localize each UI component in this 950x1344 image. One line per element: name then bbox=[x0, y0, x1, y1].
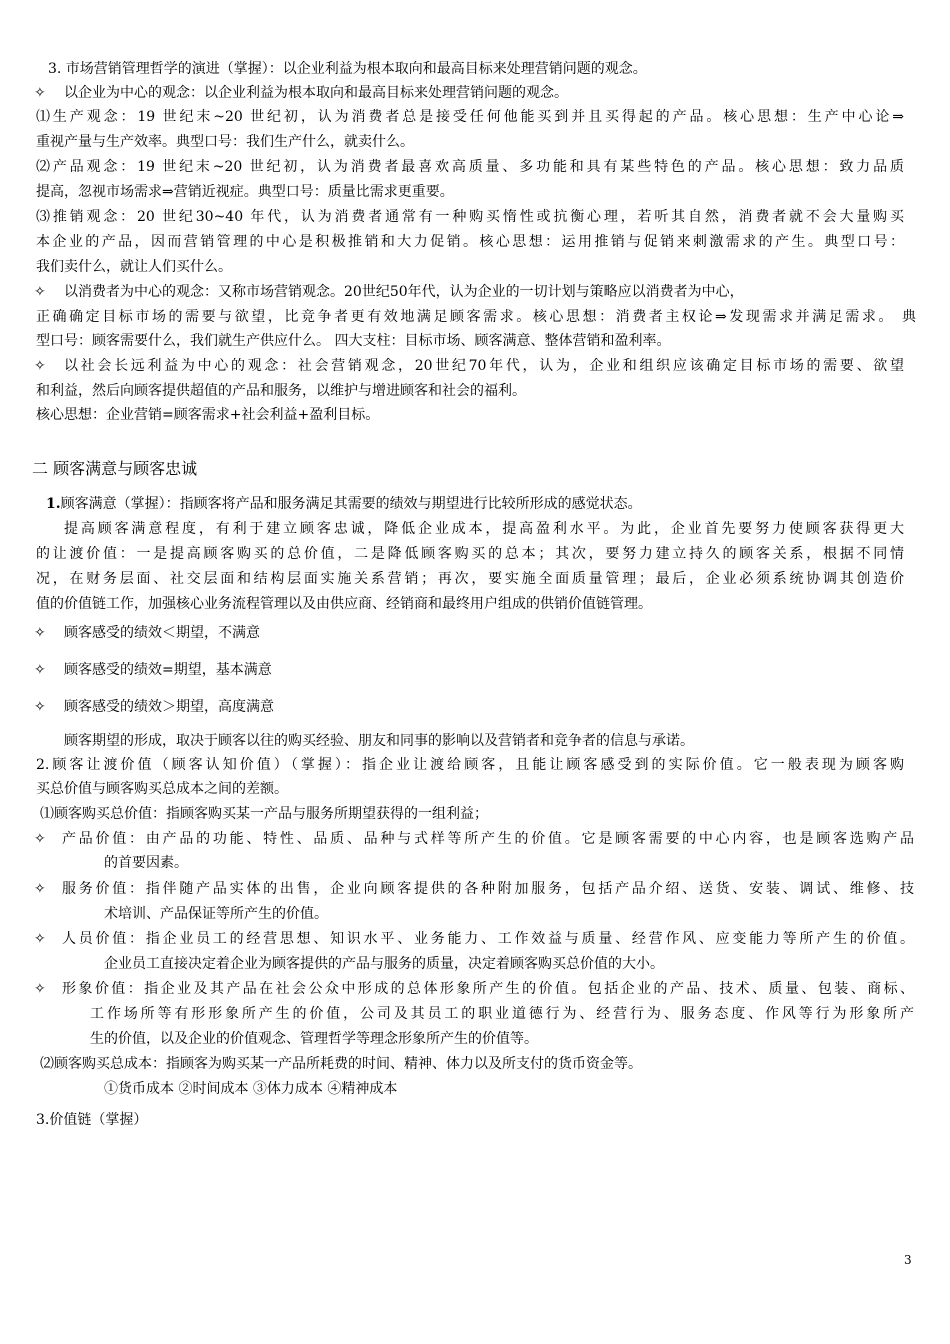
definition-text: 顾客满意（掌握）：指顾客将产品和服务满足其需要的绩效与期望进行比较所形成的感觉状态。 bbox=[60, 496, 642, 512]
bullet-icon: ✧ bbox=[34, 881, 46, 897]
improve-satisfaction-line-4: 值的价值链工作，加强核心业务流程管理以及由供应商、经销商和最终用户组成的供销价值链管理。 bbox=[36, 596, 652, 612]
bullet-icon: ✧ bbox=[34, 662, 46, 678]
consumer-centered-line-2: 正确确定目标市场的需要与欲望，比竞争者更有效地满足顾客需求。核心思想：消费者主权论⇒发现需求并满足需求。 典 bbox=[36, 309, 916, 325]
page-number: 3 bbox=[904, 1253, 912, 1267]
personnel-value-line-1: 人员价值：指企业员工的经营思想、知识水平、业务能力、工作效益与质量、经营作风、应变能力等所产生的价值。 bbox=[62, 931, 914, 947]
social-marketing-line-2: 和利益，然后向顾客提供超值的产品和服务，以维护与增进顾客和社会的福利。 bbox=[36, 383, 526, 399]
bullet-icon: ✧ bbox=[34, 831, 46, 847]
improve-satisfaction-line-2: 的让渡价值：一是提高顾客购买的总价值，二是降低顾客购买的总本；其次，要努力建立持久的顾客关系，根据不同情 bbox=[36, 546, 904, 562]
bullet-icon: ✧ bbox=[34, 699, 46, 715]
product-value-line-1: 产品价值：由产品的功能、特性、品质、品种与式样等所产生的价值。它是顾客需要的中心内容，也是顾客选购产品 bbox=[62, 831, 914, 847]
selling-concept-line-1: ⑶推销观念：20 世纪30~40 年代，认为消费者通常有一种购买惰性或抗衡心理，若听其自然，消费者就不会大量购买 bbox=[36, 209, 904, 225]
improve-satisfaction-line-1: 提高顾客满意程度，有利于建立顾客忠诚，降低企业成本，提高盈利水平。为此，企业首先要努力使顾客获得更大 bbox=[64, 521, 904, 537]
bullet-icon: ✧ bbox=[34, 85, 46, 101]
production-concept-line-1: ⑴生产观念：19 世纪末~20 世纪初，认为消费者总是接受任何他能买到并且买得起的产品。核心思想：生产中心论⇒ bbox=[36, 109, 904, 125]
expectation-formation: 顾客期望的形成，取决于顾客以往的购买经验、朋友和同事的影响以及营销者和竞争者的信息与承诺。 bbox=[64, 733, 694, 749]
bullet-icon: ✧ bbox=[34, 625, 46, 641]
selling-concept-line-3: 我们卖什么，就让人们买什么。 bbox=[36, 259, 232, 275]
bullet-icon: ✧ bbox=[34, 358, 46, 374]
social-marketing-core-idea: 核心思想：企业营销=顾客需求+社会利益+盈利目标。 bbox=[36, 407, 380, 423]
bullet-icon: ✧ bbox=[34, 284, 46, 300]
bullet-icon: ✧ bbox=[34, 931, 46, 947]
bullet-icon: ✧ bbox=[34, 981, 46, 997]
production-concept-line-2: 重视产量与生产效率。典型口号：我们生产什么，就卖什么。 bbox=[36, 134, 414, 150]
image-value-line-2: 工作场所等有形形象所产生的价值，公司及其员工的职业道德行为、经营行为、服务态度、作风等行为形象所产 bbox=[90, 1006, 914, 1022]
performance-equals-expectation: 顾客感受的绩效=期望，基本满意 bbox=[64, 662, 272, 678]
enterprise-centered-concept: 以企业为中心的观念：以企业利益为根本取向和最高目标来处理营销问题的观念。 bbox=[64, 85, 568, 101]
service-value-line-2: 术培训、产品保证等所产生的价值。 bbox=[104, 906, 328, 922]
personnel-value-line-2: 企业员工直接决定着企业为顾客提供的产品与服务的质量，决定着顾客购买总价值的大小。 bbox=[104, 956, 664, 972]
consumer-centered-line-1: 以消费者为中心的观念：又称市场营销观念。20世纪50年代，认为企业的一切计划与策略应以消费者为中心， bbox=[64, 284, 744, 300]
cost-types: ①货币成本 ②时间成本 ③体力成本 ④精神成本 bbox=[104, 1081, 398, 1097]
performance-below-expectation: 顾客感受的绩效＜期望，不满意 bbox=[64, 625, 260, 641]
product-concept-line-1: ⑵产品观念：19 世纪末~20 世纪初，认为消费者最喜欢高质量、多功能和具有某些特色的产品。核心思想：致力品质 bbox=[36, 159, 904, 175]
section-title: 二 顾客满意与顾客忠诚 bbox=[32, 459, 198, 478]
marketing-philosophy-heading: 3. 市场营销管理哲学的演进（掌握）：以企业利益为根本取向和最高目标来处理营销问题的观念。 bbox=[48, 61, 647, 77]
performance-above-expectation: 顾客感受的绩效＞期望，高度满意 bbox=[64, 699, 274, 715]
delivered-value-line-1: 2.顾客让渡价值（顾客认知价值）（掌握）：指企业让渡给顾客，且能让顾客感受到的实际价值。它一般表现为顾客购 bbox=[36, 757, 904, 773]
image-value-line-1: 形象价值：指企业及其产品在社会公众中形成的总体形象所产生的价值。包括企业的产品、技术、质量、包装、商标、 bbox=[62, 981, 914, 997]
improve-satisfaction-line-3: 况，在财务层面、社交层面和结构层面实施关系营销；再次，要实施全面质量管理；最后，企业必须系统协调其创造价 bbox=[36, 571, 904, 587]
total-customer-cost: ⑵顾客购买总成本：指顾客为购买某一产品所耗费的时间、精神、体力以及所支付的货币资金等。 bbox=[40, 1056, 642, 1072]
product-value-line-2: 的首要因素。 bbox=[104, 855, 188, 871]
social-marketing-line-1: 以社会长远利益为中心的观念：社会营销观念，20世纪70年代，认为，企业和组织应该确定目标市场的需要、欲望 bbox=[64, 358, 904, 374]
image-value-line-3: 生的价值，以及企业的价值观念、管理哲学等理念形象所产生的价值等。 bbox=[90, 1031, 538, 1047]
item-number: 1. bbox=[46, 496, 61, 512]
value-chain-heading: 3.价值链（掌握） bbox=[36, 1112, 148, 1128]
service-value-line-1: 服务价值：指伴随产品实体的出售，企业向顾客提供的各种附加服务，包括产品介绍、送货、安装、调试、维修、技 bbox=[62, 881, 914, 897]
selling-concept-line-2: 本企业的产品，因而营销管理的中心是积极推销和大力促销。核心思想：运用推销与促销来刺激需求的产生。典型口号： bbox=[36, 234, 904, 250]
total-customer-value: ⑴顾客购买总价值：指顾客购买某一产品与服务所期望获得的一组利益； bbox=[40, 806, 488, 822]
product-concept-line-2: 提高，忽视市场需求⇒营销近视症。典型口号：质量比需求更重要。 bbox=[36, 184, 454, 200]
consumer-centered-line-3: 型口号：顾客需要什么，我们就生产供应什么。 四大支柱：目标市场、顾客满意、整体营销和盈利率。 bbox=[36, 333, 671, 349]
customer-satisfaction-definition bbox=[46, 494, 642, 514]
delivered-value-line-2: 买总价值与顾客购买总成本之间的差额。 bbox=[36, 781, 288, 797]
